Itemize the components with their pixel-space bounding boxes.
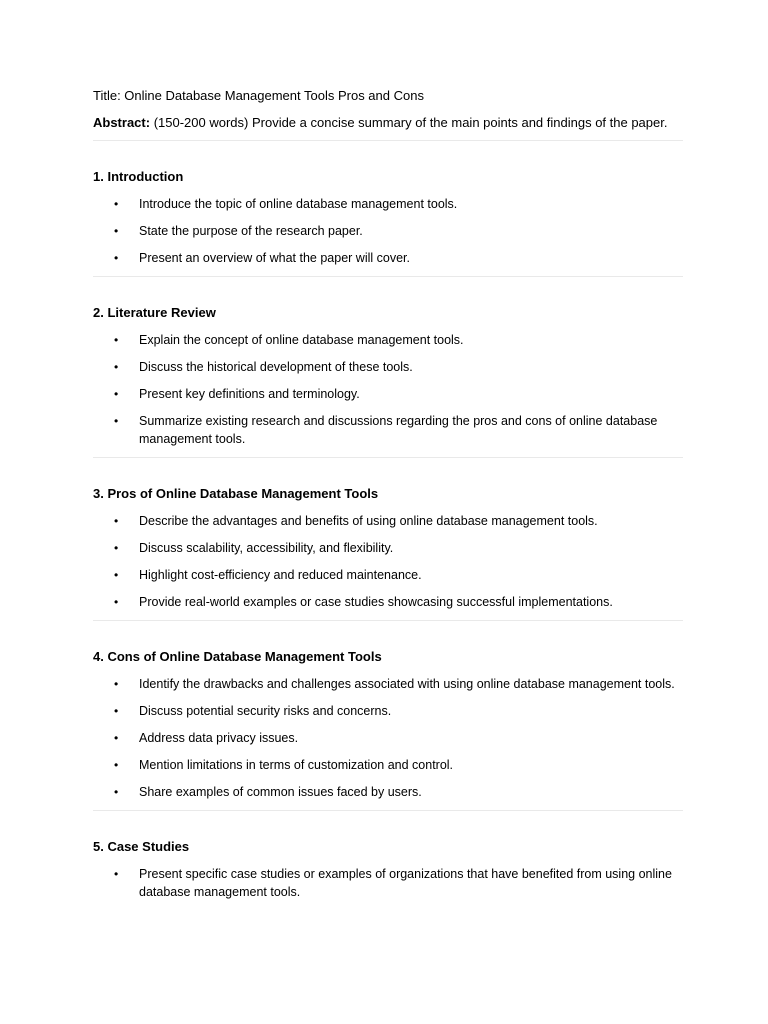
bullet-item	[93, 512, 683, 530]
bullet-text: Discuss the historical development of these tools.	[139, 360, 413, 374]
bullet-item	[93, 593, 683, 611]
bullet-list	[93, 195, 683, 267]
bullet-item	[93, 385, 683, 403]
bullet-icon: •	[114, 414, 119, 428]
bullet-icon: •	[114, 731, 119, 745]
bullet-icon: •	[114, 224, 119, 238]
bullet-text: Highlight cost-efficiency and reduced maintenance.	[139, 568, 422, 582]
bullet-icon: •	[114, 387, 119, 401]
section-divider	[93, 810, 683, 811]
bullet-text: Describe the advantages and benefits of using online database management tools.	[139, 514, 598, 528]
bullet-item	[93, 539, 683, 557]
section-literature-review	[93, 304, 683, 458]
bullet-text: Present specific case studies or examples of organizations that have benefited from using online database management tools.	[139, 867, 672, 899]
section-heading: 5. Case Studies	[93, 839, 190, 854]
bullet-text: Provide real-world examples or case studies showcasing successful implementations.	[139, 595, 613, 609]
section-heading: 2. Literature Review	[93, 305, 216, 320]
bullet-text: Mention limitations in terms of customization and control.	[139, 758, 454, 772]
section-case-studies	[93, 838, 683, 901]
bullet-text: Identify the drawbacks and challenges associated with using online database management tools.	[139, 677, 675, 691]
bullet-item	[93, 702, 683, 720]
bullet-item	[93, 783, 683, 801]
bullet-text: Explain the concept of online database management tools.	[139, 333, 464, 347]
abstract-text: (150-200 words) Provide a concise summary of the main points and findings of the paper.	[150, 115, 668, 130]
bullet-text: State the purpose of the research paper.	[139, 224, 363, 238]
bullet-text: Present key definitions and terminology.	[139, 387, 360, 401]
bullet-icon: •	[114, 595, 119, 609]
section-heading: 3. Pros of Online Database Management Tools	[93, 486, 379, 501]
bullet-icon: •	[114, 197, 119, 211]
abstract-paragraph	[93, 114, 683, 132]
bullet-icon: •	[114, 251, 119, 265]
bullet-text: Summarize existing research and discussions regarding the pros and cons of online database management tools.	[139, 414, 658, 446]
bullet-item	[93, 729, 683, 747]
section-pros	[93, 485, 683, 621]
bullet-item	[93, 412, 683, 448]
document-title: Title: Online Database Management Tools Pros and Cons	[93, 88, 424, 103]
section-heading: 1. Introduction	[93, 169, 184, 184]
section-divider	[93, 620, 683, 621]
bullet-icon: •	[114, 360, 119, 374]
section-cons	[93, 648, 683, 811]
bullet-text: Discuss scalability, accessibility, and flexibility.	[139, 541, 394, 555]
bullet-text: Introduce the topic of online database management tools.	[139, 197, 458, 211]
bullet-icon: •	[114, 677, 119, 691]
section-divider	[93, 140, 683, 141]
bullet-text: Share examples of common issues faced by users.	[139, 785, 422, 799]
document-page	[93, 87, 683, 901]
bullet-list	[93, 675, 683, 801]
bullet-icon: •	[114, 785, 119, 799]
bullet-item	[93, 249, 683, 267]
section-divider	[93, 276, 683, 277]
bullet-icon: •	[114, 867, 119, 881]
bullet-list	[93, 865, 683, 901]
bullet-item	[93, 865, 683, 901]
bullet-icon: •	[114, 333, 119, 347]
bullet-item	[93, 566, 683, 584]
section-heading: 4. Cons of Online Database Management Tools	[93, 649, 382, 664]
bullet-item	[93, 756, 683, 774]
bullet-item	[93, 222, 683, 240]
bullet-item	[93, 331, 683, 349]
section-introduction	[93, 168, 683, 277]
bullet-icon: •	[114, 541, 119, 555]
bullet-text: Present an overview of what the paper will cover.	[139, 251, 410, 265]
bullet-icon: •	[114, 704, 119, 718]
bullet-item	[93, 675, 683, 693]
bullet-icon: •	[114, 758, 119, 772]
bullet-text: Address data privacy issues.	[139, 731, 299, 745]
bullet-icon: •	[114, 568, 119, 582]
bullet-list	[93, 331, 683, 448]
bullet-text: Discuss potential security risks and concerns.	[139, 704, 392, 718]
bullet-list	[93, 512, 683, 611]
bullet-item	[93, 195, 683, 213]
bullet-item	[93, 358, 683, 376]
bullet-icon: •	[114, 514, 119, 528]
section-divider	[93, 457, 683, 458]
abstract-label: Abstract:	[93, 115, 151, 130]
